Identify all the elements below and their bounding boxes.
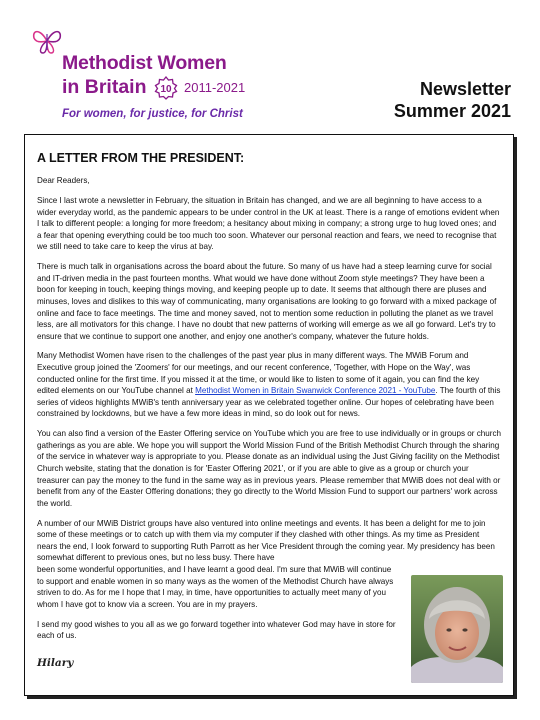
letter-paragraph-3 [37, 350, 501, 420]
paragraph-5-text-start: A number of our MWiB District groups have also ventured into online meetings and events. It has been a delight for me to join some of these meetings or to catch up with them via my computer if they clashed with other things. As my time as President nears the end, I look forward to supporting Ruth Parrott as her Vice President through the coming year. My presidency has been somewhat different to previous ones, but no less busy. There have [37, 518, 495, 563]
newsletter-title [394, 78, 511, 122]
president-letter-box [24, 134, 514, 696]
letter-paragraph-5 [37, 518, 501, 564]
youtube-conference-link[interactable]: Methodist Women in Britain Swanwick Conference 2021 - YouTube [195, 386, 436, 396]
letter-paragraph-5-continued: been some wonderful opportunities, and I have learnt a good deal. I'm sure that MWiB will continue to support and enable women in so many ways as the women of the Methodist Church have always striven to do. As for me I hope that I may, in time, have opportunities to actually meet many of you whom I have got to know via a screen. You are in my prayers. [37, 564, 394, 609]
newsletter-title-line2: Summer 2021 [393, 101, 511, 121]
paragraph-3-text-start: Many Methodist Women have risen to the challenges of the past year plus in many different ways. The MWiB Forum and Executive group joined the 'Zoomers' for our meetings, and our recent conference, 'Together, with Hope on the Way', was conducted online for the first time. If you missed it at the time, or would like to listen to some of it again, you can find the key edited elements on our YouTube channel at [37, 351, 480, 396]
tagline: For women, for justice, for Christ [62, 108, 243, 120]
signature: Hilary [37, 657, 74, 669]
paragraph-3-text-end: . The fourth of this series of videos highlights MWiB's tenth anniversary year as we celebrated together online. Our hopes of celebrating have been constrained by lockdowns, but we have a few more ideas in mind, so do look out for news. [37, 386, 501, 419]
logo-years: 2011-2021 [184, 80, 246, 95]
logo-text-line2: in Britain [62, 76, 147, 98]
letter-paragraph-6: I send my good wishes to you all as we go forward together into whatever God may have in store for each of us. [37, 619, 396, 641]
letter-heading: A LETTER FROM THE PRESIDENT: [37, 151, 245, 165]
letter-paragraph-4: You can also find a version of the Easter Offering service on YouTube which you are free to use individually or in groups or church gatherings as you are able. We hope you will support the World Mission Fund of the British Methodist Church through the sharing of the service in whatever way is appropriate to you. Please donate as an individual using the Just Giving facility on the Methodist Church website, stating that the donation is for 'Easter Offering 2021', or if you are able to give as a group or church your treasurer can pay the money to the fund in the same way as in previous years. Please remember that MWiB does not deal with or benefit from any of the Easter Offering donations; they go directly to the World Mission Fund to support our partners' work across the world. [37, 429, 502, 508]
mwib-logo [26, 24, 264, 106]
letter-paragraph-1: Since I last wrote a newsletter in February, the situation in Britain has changed, and we are all beginning to have access to a wider everyday world, as the pandemic appears to be under control in the UK at least. There is a range of emotions evident when I talk to different people: a longing for more freedom; a hesitancy about mixing in company; a strong urge to hug loved ones; and a fear that opening everything could be too much too soon. Whatever our personal reaction and fears, we need to recognise that we still need to take care to keep the virus at bay. [37, 195, 500, 252]
letter-paragraph-2: There is much talk in organisations across the board about the future. So many of us have had a steep learning curve for social and IT-driven media in the past fourteen months. What would we have done without Zoom style meetings? They have been a boon for keeping in touch, keeping things moving, and keeping people up to date. It seems that although there are pluses and minuses, loves and dislikes to this way of communicating, many organisations are looking to go forward with a mixed package of online and face to face meetings. The time and money saved, not to mention some reduction in polluting the planet as we travel less, are all motivators for this change. I have no doubt that new patterns of working will emerge as we all go forward. Let's try to ensure that we continue to support one another, and enjoy one another's company, whatever the future holds. [37, 262, 497, 341]
badge-number: 10 [160, 84, 172, 95]
logo-text-line1: Methodist Women [62, 52, 227, 74]
newsletter-title-line1: Newsletter [419, 79, 511, 99]
letter-salutation: Dear Readers, [37, 176, 90, 185]
butterfly-icon [30, 26, 64, 56]
president-photo [411, 575, 503, 683]
tenth-anniversary-badge [154, 76, 178, 100]
